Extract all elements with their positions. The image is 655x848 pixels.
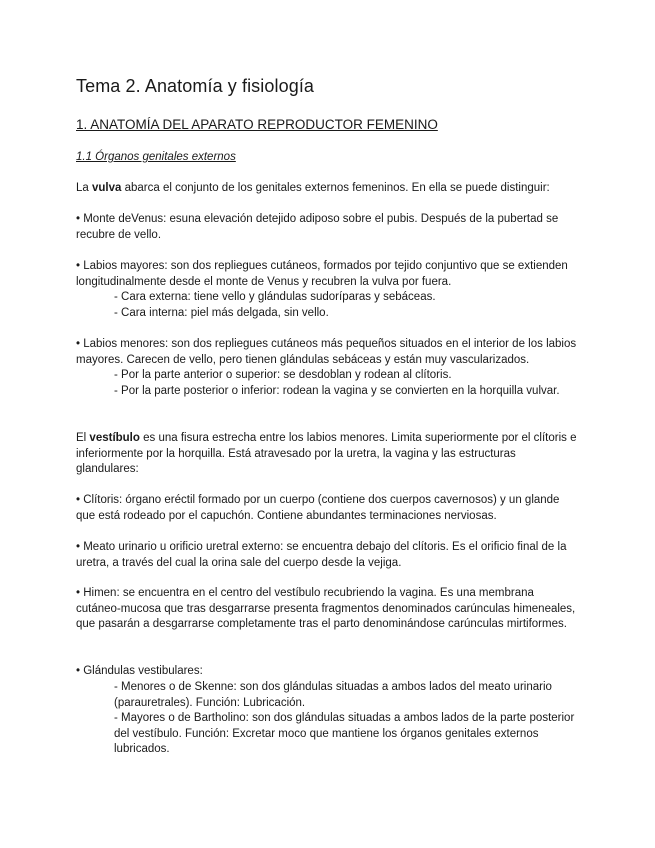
meato-item: • Meato urinario u orificio uretral externo: se encuentra debajo del clítoris. Es el orificio final de la uretra, a través del cual la orina sale del cuerpo desde la vejiga. — [76, 541, 567, 569]
vulva-term: vulva — [92, 182, 122, 194]
himen-item: • Himen: se encuentra en el centro del vestíbulo recubriendo la vagina. Es una membrana cutáneo-mucosa que tras desgarrarse presenta fragmentos denominados carúnculas himeneales, que pasarán a desgarrarse completamente tras el parto denominándose carúnculas mirtiformes. — [76, 587, 576, 630]
vestibulo-intro — [76, 431, 580, 478]
glandulas-skenne: - Menores o de Skenne: son dos glándulas situadas a ambos lados del meato urinario (parauretrales). Función: Lubricación. — [114, 681, 552, 709]
vestibulo-term: vestíbulo — [89, 432, 140, 444]
labios-mayores-item: • Labios mayores: son dos repliegues cutáneos, formados por tejido conjuntivo que se extienden longitudinalmente desde el monte de Venus y recubren la vulva por fuera. — [76, 260, 568, 288]
subsection-heading: 1.1 Órganos genitales externos — [76, 151, 236, 163]
vulva-intro — [76, 181, 580, 197]
vulva-intro-post: abarca el conjunto de los genitales externos femeninos. En ella se puede distinguir: — [121, 182, 550, 194]
section-heading: 1. ANATOMÍA DEL APARATO REPRODUCTOR FEMENINO — [76, 117, 438, 132]
labios-mayores-cara-externa: - Cara externa: tiene vello y glándulas sudoríparas y sebáceas. — [114, 291, 436, 303]
glandulas-item: • Glándulas vestibulares: — [76, 665, 203, 677]
vestibulo-intro-post: es una fisura estrecha entre los labios menores. Limita superiormente por el clítoris e inferiormente por la horquilla. Está atravesado por la uretra, la vagina y las estructuras glandulares: — [76, 432, 577, 475]
monte-venus-item: • Monte deVenus: esuna elevación detejido adiposo sobre el pubis. Después de la pubertad se recubre de vello. — [76, 213, 559, 241]
glandulas-bartholino: - Mayores o de Bartholino: son dos glándulas situadas a ambos lados de la parte posterior del vestíbulo. Función: Excretar moco que mantiene los órganos genitales externos lubricados. — [114, 712, 575, 755]
vestibulo-intro-pre: El — [76, 432, 90, 444]
labios-menores-anterior: - Por la parte anterior o superior: se desdoblan y rodean al clítoris. — [114, 369, 452, 381]
labios-mayores-cara-interna: - Cara interna: piel más delgada, sin vello. — [114, 307, 329, 319]
labios-menores-item: • Labios menores: son dos repliegues cutáneos más pequeños situados en el interior de los labios mayores. Carecen de vello, pero tienen glándulas sebáceas y están muy vascularizados. — [76, 338, 577, 366]
vulva-intro-pre: La — [76, 182, 92, 194]
clitoris-item: • Clítoris: órgano eréctil formado por un cuerpo (contiene dos cuerpos cavernosos) y un glande que está rodeado por el capuchón. Contiene abundantes terminaciones nerviosas. — [76, 494, 560, 522]
doc-title: Tema 2. Anatomía y fisiología — [76, 76, 315, 96]
labios-menores-posterior: - Por la parte posterior o inferior: rodean la vagina y se convierten en la horquilla vulvar. — [114, 385, 560, 397]
